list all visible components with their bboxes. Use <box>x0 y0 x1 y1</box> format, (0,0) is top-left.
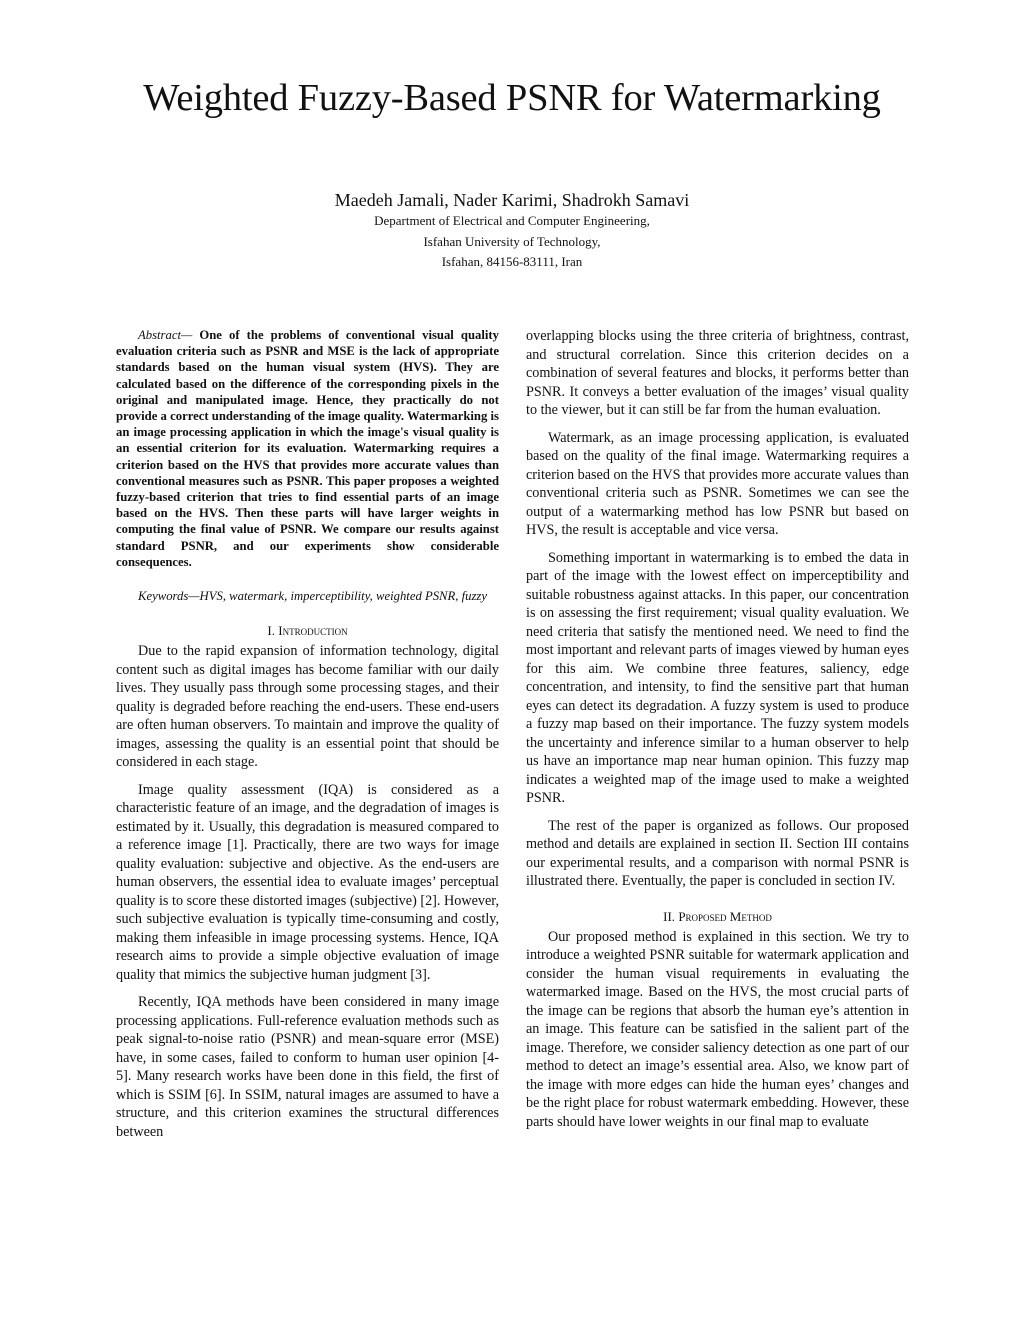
intro-paragraph-2: Image quality assessment (IQA) is considered as a characteristic feature of an image, and the degradation of images is estimated by it. Usually, this degradation is measured compared to a reference image [1]. Practically, there are two ways for image quality evaluation: subjective and objective. As the end-users are human observers, the essential idea to evaluate images’ perceptual quality is to score these distorted images (subjective) [2]. However, such subjective evaluation is typically time-consuming and costly, making them infeasible in image processing systems. Hence, IQA research aims to provide a simple objective evaluation of image quality that mimics the subjective human judgment [3]. <box>116 781 499 983</box>
intro-paragraph-3-continued: overlapping blocks using the three criteria of brightness, contrast, and structural correlation. Since this criterion decides on a combination of several features and blocks, it performs better than PSNR. It conveys a better evaluation of the images’ visual quality to the viewer, but it can still be far from the human evaluation. <box>526 328 909 418</box>
section-number: I. <box>267 623 275 639</box>
affiliation-line-3: Isfahan, 84156-83111, Iran <box>441 254 583 269</box>
author-list: Maedeh Jamali, Nader Karimi, Shadrokh Samavi <box>334 190 690 210</box>
abstract-label: Abstract— <box>138 328 193 342</box>
method-paragraph-1: Our proposed method is explained in this section. We try to introduce a weighted PSNR suitable for watermark application and consider the human visual requirements in evaluating the watermarked image. Based on the HVS, the most crucial parts of the image can be regions that absorb the human eye’s attention in an image. This feature can be satisfied in the salient part of the image. Therefore, we consider saliency detection as one part of our method to detect an image’s essential area. Also, we know part of the image with more edges can hide the human eyes’ changes and be the right place for robust watermark embedding. However, these parts should have lower weights in our final map to evaluate <box>526 928 909 1130</box>
abstract-text: One of the problems of conventional visual quality evaluation criteria such as PSNR and MSE is the lack of appropriate standards based on the human visual system (HVS). They are calculated based on the difference of the corresponding pixels in the original and manipulated image. Hence, they practically do not provide a correct understanding of the image quality. Watermarking is an image processing application in which the image's visual quality is an essential criterion for its evaluation. Watermarking requires a criterion based on the HVS that provides more accurate values than conventional measures such as PSNR. This paper proposes a weighted fuzzy-based criterion that tries to find essential parts of an image based on the HVS. Then these parts will have larger weights in computing the final value of PSNR. We compare our results against standard PSNR, and our experiments show considerable consequences. <box>116 328 499 569</box>
paper-title: Weighted Fuzzy-Based PSNR for Watermarking <box>143 77 881 119</box>
section-heading-introduction <box>116 622 499 640</box>
section-heading-proposed-method <box>526 908 909 926</box>
keywords: Keywords—HVS, watermark, imperceptibility, weighted PSNR, fuzzy <box>138 589 487 604</box>
affiliation-line-2: Isfahan University of Technology, <box>423 234 601 249</box>
intro-paragraph-5: Something important in watermarking is to embed the data in part of the image with the lowest effect on imperceptibility and suitable robustness against attacks. In this paper, our concentration is on assessing the first requirement; visual quality evaluation. We need criteria that satisfy the mentioned need. We need to find the most important and relevant parts of images viewed by human eyes for this aim. We combine three features, saliency, edge concentration, and intensity, to find the sensitive part that human eyes can detect its degradation. A fuzzy system is used to produce a fuzzy map based on their importance. The fuzzy system models the uncertainty and inference similar to a human observer to help us have an importance map near human opinion. This fuzzy map indicates a weighted map of the image used to make a weighted PSNR. <box>526 549 909 806</box>
right-column <box>526 327 909 1131</box>
section-title: Proposed Method <box>678 908 772 924</box>
intro-paragraph-4: Watermark, as an image processing application, is evaluated based on the quality of the final image. Watermarking requires a criterion based on the HVS that provides more accurate values than conventional criteria such as PSNR. Sometimes we can see the output of a watermarking method has low PSNR but based on HVS, the result is acceptable and vice versa. <box>526 429 909 538</box>
affiliation-line-1: Department of Electrical and Computer Engineering, <box>374 213 650 228</box>
left-column <box>116 327 499 1141</box>
intro-paragraph-3: Recently, IQA methods have been considered in many image processing applications. Full-reference evaluation methods such as peak signal-to-noise ratio (PSNR) and mean-square error (MSE) have, in some cases, failed to conform to human user opinion [4-5]. Many research works have been done in this field, the first of which is SSIM [6]. In SSIM, natural images are assumed to have a structure, and this criterion examines the structural differences between <box>116 994 499 1140</box>
section-number: II. <box>663 908 676 924</box>
abstract <box>116 327 499 570</box>
section-title: Introduction <box>278 623 348 639</box>
intro-paragraph-1: Due to the rapid expansion of information technology, digital content such as digital images has become familiar with our daily lives. They usually pass through some processing stages, and their quality is degraded before reaching the end-users. These end-users are often human observers. To maintain and improve the quality of images, assessing the quality is an essential point that should be considered in each stage. <box>116 643 499 771</box>
intro-paragraph-6: The rest of the paper is organized as follows. Our proposed method and details are explained in section II. Section III contains our experimental results, and a comparison with normal PSNR is illustrated there. Eventually, the paper is concluded in section IV. <box>526 817 909 889</box>
